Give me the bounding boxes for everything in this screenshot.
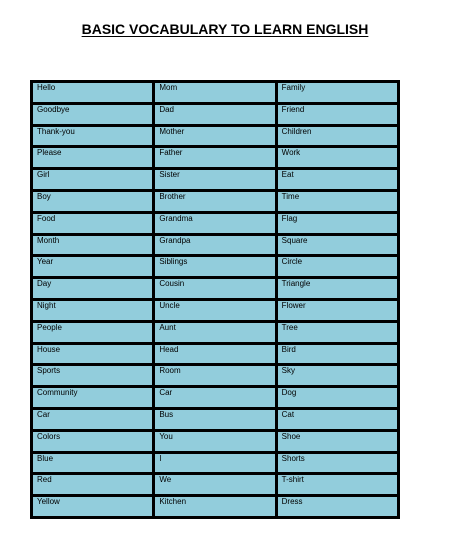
table-cell: Year — [33, 257, 152, 276]
table-cell: Colors — [33, 432, 152, 451]
table-cell: Sky — [278, 366, 397, 385]
table-row — [33, 170, 397, 189]
vocabulary-table-body — [33, 83, 397, 516]
table-cell: Siblings — [155, 257, 274, 276]
table-cell: Sports — [33, 366, 152, 385]
table-cell: Head — [155, 345, 274, 364]
table-row — [33, 432, 397, 451]
table-cell: Uncle — [155, 301, 274, 320]
table-cell: I — [155, 454, 274, 473]
table-row — [33, 388, 397, 407]
table-cell: Grandma — [155, 214, 274, 233]
table-cell: Flag — [278, 214, 397, 233]
table-cell: Square — [278, 236, 397, 255]
table-cell: Shorts — [278, 454, 397, 473]
table-cell: House — [33, 345, 152, 364]
table-cell: Family — [278, 83, 397, 102]
table-row — [33, 214, 397, 233]
table-cell: Yellow — [33, 497, 152, 516]
table-cell: Thank-you — [33, 127, 152, 146]
table-cell: Girl — [33, 170, 152, 189]
table-cell: Boy — [33, 192, 152, 211]
table-cell: Month — [33, 236, 152, 255]
table-cell: Work — [278, 148, 397, 167]
table-row — [33, 127, 397, 146]
table-cell: Night — [33, 301, 152, 320]
table-cell: Car — [33, 410, 152, 429]
table-row — [33, 257, 397, 276]
table-row — [33, 475, 397, 494]
table-cell: Dress — [278, 497, 397, 516]
page-title — [0, 20, 450, 38]
table-cell: Goodbye — [33, 105, 152, 124]
table-row — [33, 279, 397, 298]
table-cell: Tree — [278, 323, 397, 342]
table-cell: Father — [155, 148, 274, 167]
page-title-text: BASIC VOCABULARY TO LEARN ENGLISH — [81, 21, 369, 37]
table-cell: Mother — [155, 127, 274, 146]
table-row — [33, 410, 397, 429]
table-cell: Dad — [155, 105, 274, 124]
table-row — [33, 148, 397, 167]
table-cell: Hello — [33, 83, 152, 102]
table-cell: Community — [33, 388, 152, 407]
table-cell: Dog — [278, 388, 397, 407]
table-row — [33, 105, 397, 124]
table-row — [33, 454, 397, 473]
table-cell: Sister — [155, 170, 274, 189]
table-cell: Cousin — [155, 279, 274, 298]
table-cell: Food — [33, 214, 152, 233]
table-cell: Brother — [155, 192, 274, 211]
table-cell: Children — [278, 127, 397, 146]
table-cell: Shoe — [278, 432, 397, 451]
table-cell: Cat — [278, 410, 397, 429]
table-cell: Day — [33, 279, 152, 298]
table-cell: People — [33, 323, 152, 342]
table-cell: Bird — [278, 345, 397, 364]
table-cell: Room — [155, 366, 274, 385]
table-cell: Aunt — [155, 323, 274, 342]
table-cell: Bus — [155, 410, 274, 429]
table-cell: Time — [278, 192, 397, 211]
table-cell: Kitchen — [155, 497, 274, 516]
table-cell: Grandpa — [155, 236, 274, 255]
table-cell: Triangle — [278, 279, 397, 298]
table-cell: You — [155, 432, 274, 451]
table-row — [33, 236, 397, 255]
table-row — [33, 345, 397, 364]
table-cell: Flower — [278, 301, 397, 320]
table-row — [33, 301, 397, 320]
table-row — [33, 497, 397, 516]
table-cell: Please — [33, 148, 152, 167]
table-cell: Circle — [278, 257, 397, 276]
table-cell: Mom — [155, 83, 274, 102]
table-cell: Blue — [33, 454, 152, 473]
table-cell: Friend — [278, 105, 397, 124]
table-row — [33, 83, 397, 102]
table-row — [33, 366, 397, 385]
table-cell: Eat — [278, 170, 397, 189]
table-row — [33, 192, 397, 211]
vocabulary-table — [30, 80, 400, 519]
table-cell: Red — [33, 475, 152, 494]
table-cell: T-shirt — [278, 475, 397, 494]
table-row — [33, 323, 397, 342]
table-cell: We — [155, 475, 274, 494]
table-cell: Car — [155, 388, 274, 407]
